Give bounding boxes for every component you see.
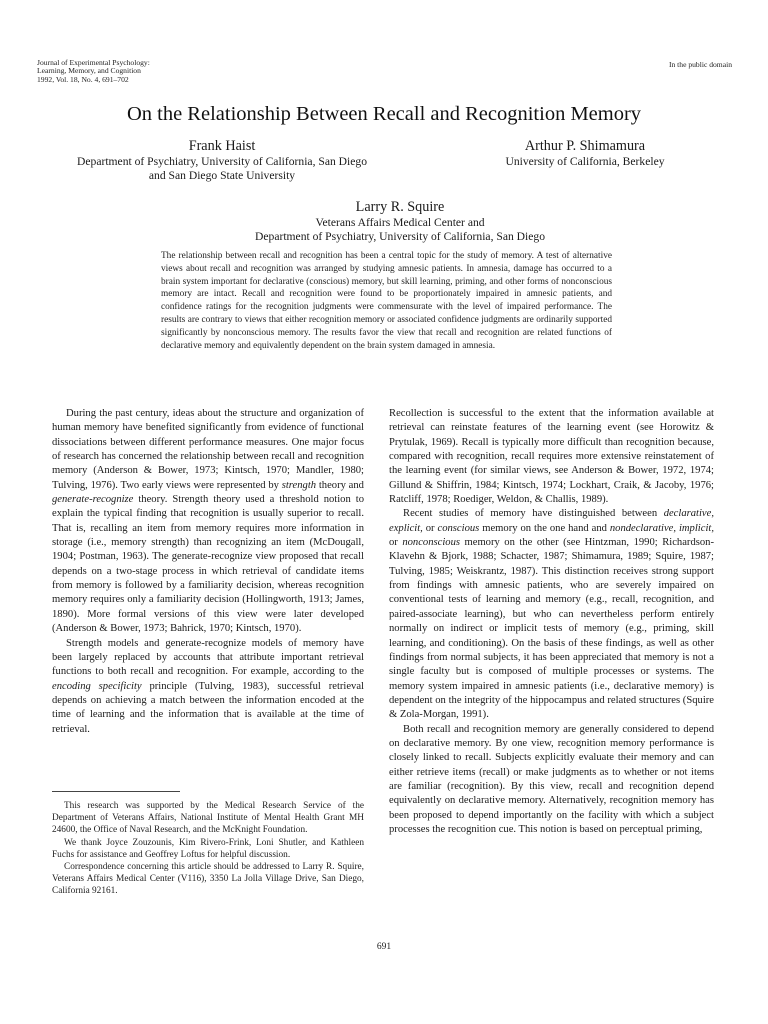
footnote-divider xyxy=(52,791,180,792)
author-affiliation: Department of Psychiatry, University of California, San Diego xyxy=(255,229,545,243)
body-paragraph xyxy=(389,507,714,722)
text-run: theory. Strength theory used a threshold notion to explain the typical finding that recognition is usually superior to recall. That is, recalling an item from memory requires more information in storage (i.e., memory strength) than recognizing an item (McDougall, 1904; Postman, 1963). The generate-recognize view proposed that recall depends on a two-stage process in which retrieval of candidate items from memory is followed by a familiarity decision, whereas recognition memory requires only a familiarity decision (Hollingworth, 1913; James, 1890). More formal versions of this view were later developed (Anderson & Bower, 1973; Bahrick, 1970; Kintsch, 1970). xyxy=(52,494,364,635)
body-paragraph: Recollection is successful to the extent that the information available at retrieval can reinstate features of the learning event (see Horowitz & Prytulak, 1969). Recall is typically more difficult than recognition because, compared with recognition, recall requires more extensive reinstatement of the learning event (for similar views, see Anderson & Bower, 1972, 1974; Gillund & Shiffrin, 1984; Kintsch, 1974; Lockhart, Craik, & Jacoby, 1976; Ratcliff, 1978; Roediger, Weldon, & Challis, 1989). xyxy=(389,408,714,506)
body-column-right xyxy=(389,407,714,837)
italic-term: strength xyxy=(281,479,317,491)
abstract-text: The relationship between recall and recognition has been a central topic for the study of memory. A test of alternative views about recall and recognition was arranged by studying amnesic patients. In amnesia, damage has occurred to a brain system important for declarative (conscious) memory, but skill learning, priming, and other forms of nonconscious memory are intact. Recall and recognition were found to be proportionately impaired in amnesic patients, and confidence ratings for the recognition judgments were commensurate with the level of impaired performance. The results are contrary to views that either recognition memory or associated confidence judgments are ordinarily supported significantly by nonconscious memory. The results favor the view that recall and recognition are related functions of declarative memory and equivalently dependent on the brain system damaged in amnesia. xyxy=(161,251,612,351)
text-run: theory and xyxy=(316,479,364,491)
italic-term: generate-recognize xyxy=(52,494,134,506)
author-block-shimamura xyxy=(430,138,740,169)
text-run: memory on the other (see Hintzman, 1990; Richardson-Klavehn & Bjork, 1988; Schacter, 1987; Shimamura, 1989; Squire, 1987; Tulving, 1985; Weiskrantz, 1987). This distinction receives strong support from findings with amnesic patients, who are severely impaired on conventional tests of learning and memory (e.g., recall, recognition, and paired-associate learning), but who can nevertheless perform entirely normally on indirect or implicit tests of memory (e.g., priming, skill learning, and conditioning). On the basis of these findings, as well as other findings from normal subjects, it has been appreciated that memory is not a single faculty but is composed of multiple processes or systems. The memory system impaired in amnesic patients (i.e., declarative memory) is dependent on the integrity of the hippocampus and related structures (Squire & Zola-Morgan, 1991). xyxy=(389,537,714,721)
text-run: Recent studies of memory have distinguished between xyxy=(403,508,664,520)
author-name: Arthur P. Shimamura xyxy=(524,138,646,154)
text-run: or xyxy=(422,522,438,534)
italic-term: nonconscious xyxy=(402,537,460,549)
body-paragraph: Both recall and recognition memory are generally considered to depend on declarative memory. By one view, recognition memory performance is closely linked to recall. Subjects explicitly evaluate their memory and can either retrieve items (recall) or make judgments as to whether or not items are familiar (recognition). By this view, recall and recognition depend equivalently on declarative memory. Alternatively, recognition memory has been proposed to depend importantly on the facility with which a subject processes the recognition cue. This notion is based on perceptual priming, xyxy=(389,723,714,835)
text-run: principle (Tulving, 1983), successful retrieval depends on achieving a match between the information encoded at the time of learning and the information that is available at the time of retrieval. xyxy=(52,680,364,735)
body-paragraph xyxy=(52,407,364,637)
italic-term: conscious xyxy=(437,522,480,534)
italic-term: nondeclarative, implicit, xyxy=(609,522,714,534)
rights-notice: In the public domain xyxy=(668,60,732,69)
author-affiliation: Department of Psychiatry, University of California, San Diego xyxy=(77,155,367,168)
italic-term: declarative, explicit, xyxy=(389,508,714,534)
author-name: Frank Haist xyxy=(188,138,256,154)
author-block-haist xyxy=(20,138,424,183)
journal-volume: 1992, Vol. 18, No. 4, 691–702 xyxy=(37,74,129,84)
text-run: memory on the one hand and xyxy=(479,522,610,534)
body-paragraph xyxy=(52,637,364,737)
journal-reference xyxy=(37,59,267,84)
footnotes xyxy=(52,800,364,898)
text-run: During the past century, ideas about the structure and organization of human memory have benefited significantly from evidence of functional dissociations between different performance measures. One major focus of research has concerned the relationship between recall and recognition memory (Anderson & Bower, 1973; Kintsch, 1970; Mandler, 1980; Tulving, 1976). Two early views were represented by xyxy=(52,408,364,491)
journal-subtitle: Learning, Memory, and Cognition xyxy=(37,66,141,76)
journal-name: Journal of Experimental Psychology: xyxy=(37,58,150,67)
author-name: Larry R. Squire xyxy=(355,199,445,215)
paper-title: On the Relationship Between Recall and Recognition Memory xyxy=(126,103,642,125)
body-column-left xyxy=(52,407,364,737)
author-affiliation: Veterans Affairs Medical Center and xyxy=(315,216,485,229)
footnote-acknowledgments: We thank Joyce Zouzounis, Kim Rivero-Frink, Loni Shutler, and Kathleen Fuchs for assistance and Geoffrey Loftus for helpful discussion. xyxy=(52,837,364,860)
page-number: 691 xyxy=(376,942,392,952)
footnote-correspondence: Correspondence concerning this article should be addressed to Larry R. Squire, Veterans Affairs Medical Center (V116), 3350 La Jolla Village Drive, San Diego, California 92161. xyxy=(52,862,364,897)
author-affiliation: University of California, Berkeley xyxy=(505,155,665,168)
footnote-funding: This research was supported by the Medical Research Service of the Department of Veterans Affairs, National Institute of Mental Health Grant MH 24600, the Office of Naval Research, and the McKnight Foundation. xyxy=(52,801,364,836)
author-affiliation: and San Diego State University xyxy=(148,168,296,182)
text-run: Strength models and generate-recognize models of memory have been largely replaced by accounts that attribute important retrieval functions to both recall and recognition. For example, according to the xyxy=(52,637,364,678)
text-run: or xyxy=(389,537,403,549)
author-block-squire xyxy=(140,199,660,244)
italic-term: encoding specificity xyxy=(52,680,142,692)
abstract xyxy=(161,250,612,352)
